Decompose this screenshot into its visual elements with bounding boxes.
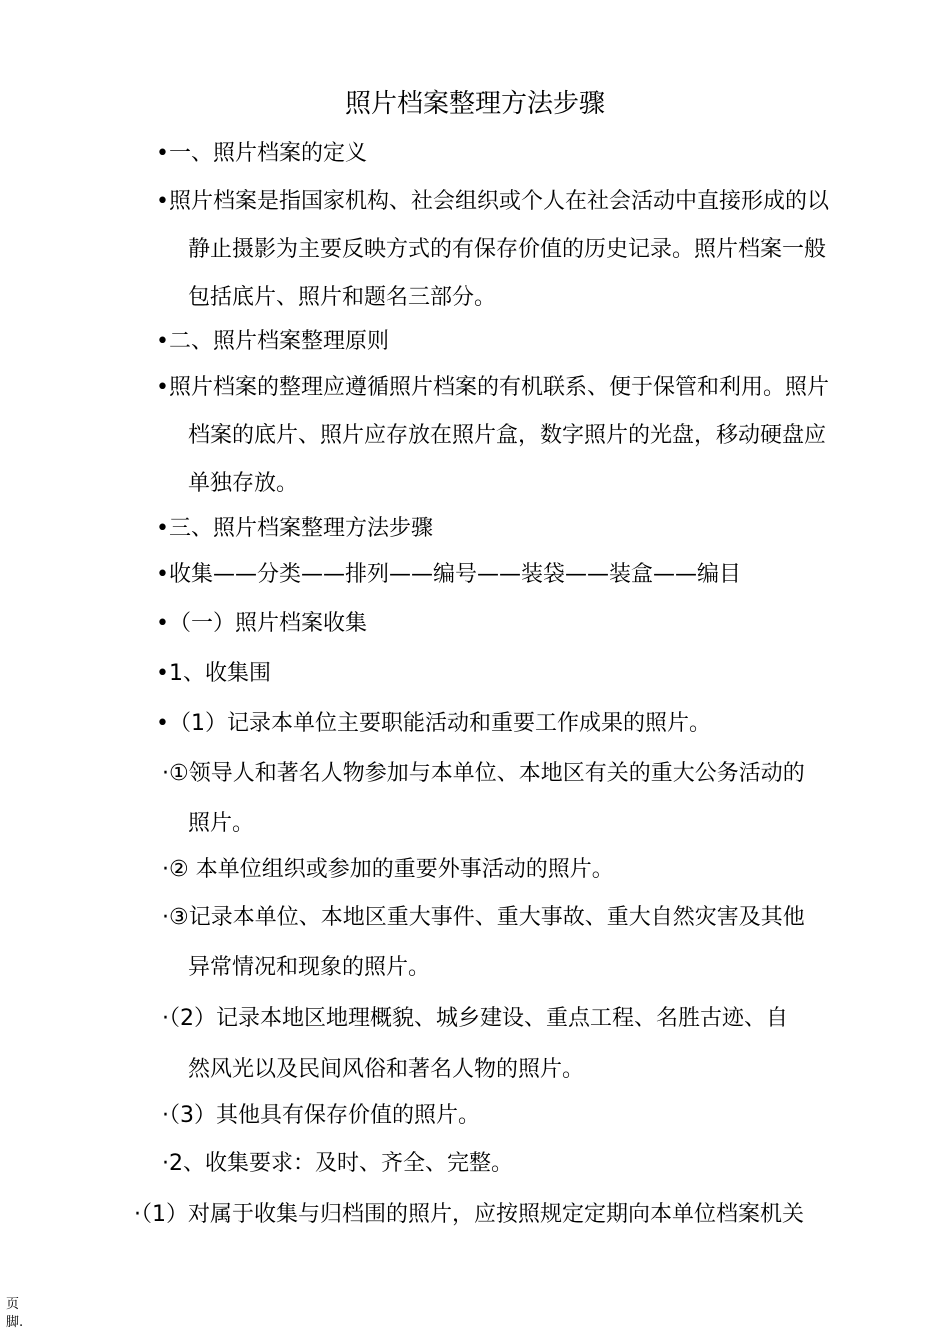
- paragraph-line: 单独存放。: [188, 471, 299, 496]
- list-item: ·（3）其他具有保存价值的照片。: [162, 1103, 480, 1128]
- list-item: •1、收集围: [156, 661, 271, 686]
- heading-definition: •一、照片档案的定义: [156, 141, 367, 166]
- paragraph-line: 包括底片、照片和题名三部分。: [188, 285, 497, 310]
- paragraph-line: 静止摄影为主要反映方式的有保存价值的历史记录。照片档案一般: [188, 237, 827, 262]
- list-item-continuation: 异常情况和现象的照片。: [188, 955, 431, 980]
- heading-steps: •三、照片档案整理方法步骤: [156, 516, 433, 541]
- list-item: ·② 本单位组织或参加的重要外事活动的照片。: [162, 857, 614, 882]
- list-item: ·2、收集要求：及时、齐全、完整。: [162, 1151, 513, 1176]
- list-item-continuation: 照片。: [188, 811, 255, 836]
- steps-flow: •收集——分类——排列——编号——装袋——装盒——编目: [156, 562, 741, 587]
- list-item: •（1）记录本单位主要职能活动和重要工作成果的照片。: [156, 711, 711, 736]
- paragraph-line: 档案的底片、照片应存放在照片盒，数字照片的光盘，移动硬盘应: [188, 423, 827, 448]
- page-footer: 页脚.: [6, 1297, 24, 1330]
- list-item: ·（1）对属于收集与归档围的照片，应按照规定定期向本单位档案机关: [134, 1202, 804, 1227]
- list-item-continuation: 然风光以及民间风俗和著名人物的照片。: [188, 1057, 585, 1082]
- page-title: 照片档案整理方法步骤: [344, 89, 605, 119]
- paragraph-line: •照片档案是指国家机构、社会组织或个人在社会活动中直接形成的以: [156, 189, 829, 214]
- list-item: ·①领导人和著名人物参加与本单位、本地区有关的重大公务活动的: [162, 761, 805, 786]
- heading-principles: •二、照片档案整理原则: [156, 329, 389, 354]
- list-item: ·（2）记录本地区地理概貌、城乡建设、重点工程、名胜古迹、自: [162, 1006, 788, 1031]
- subheading-collection: •（一）照片档案收集: [156, 611, 367, 636]
- paragraph-line: •照片档案的整理应遵循照片档案的有机联系、便于保管和利用。照片: [156, 375, 829, 400]
- list-item: ·③记录本单位、本地区重大事件、重大事故、重大自然灾害及其他: [162, 905, 805, 930]
